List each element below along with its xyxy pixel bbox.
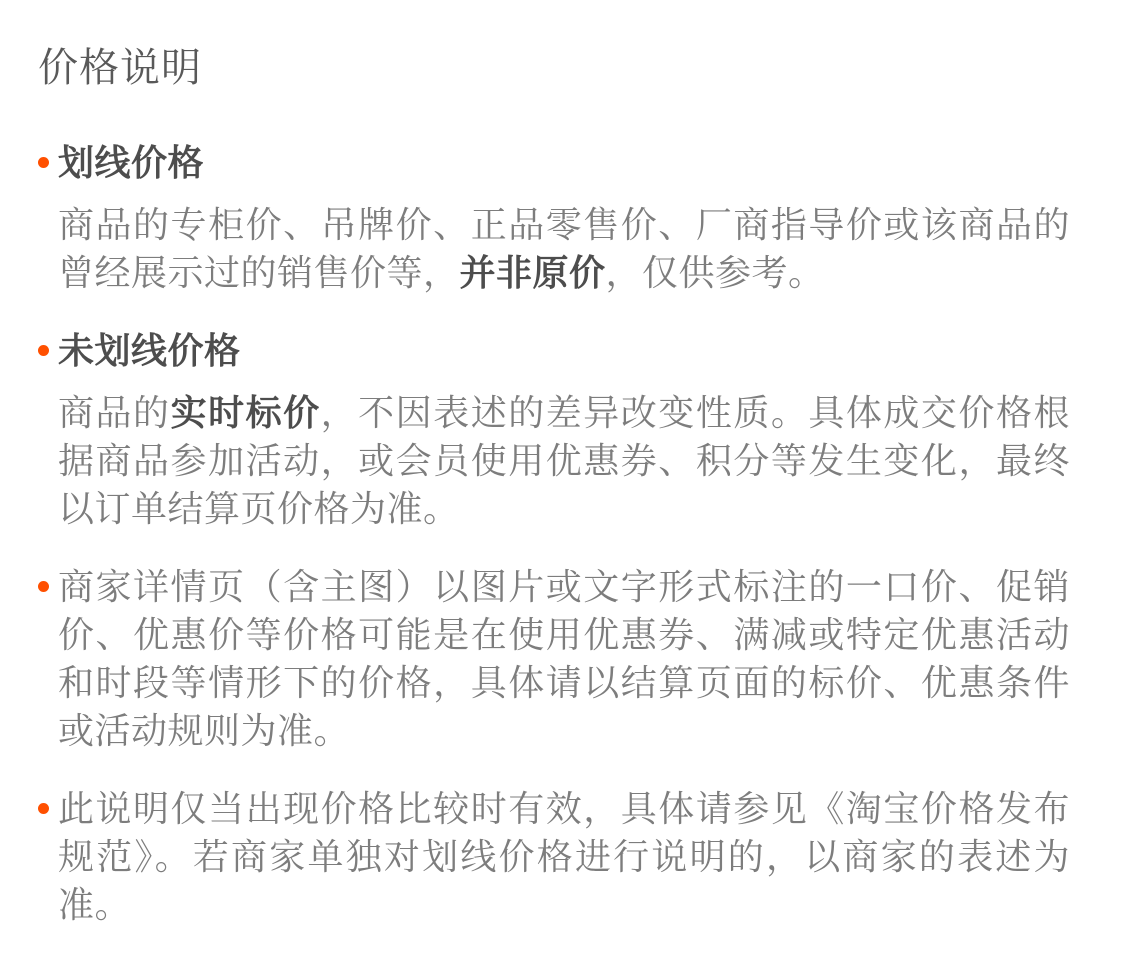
text-run: 商品的 [58,392,171,433]
section-heading: 未划线价格 [58,330,241,371]
bullet-dot-icon [38,345,49,356]
text-run: 商家详情页（含主图）以图片或文字形式标注的一口价、促销价、优惠价等价格可能是在使用优惠券、满减或特定优惠活动和时段等情形下的价格，具体请以结算页面的标价、优惠条件或活动规则为准。 [58,566,1070,751]
bullet-dot-icon [38,157,49,168]
bullet-dot-icon [38,803,49,814]
section-paragraph [58,563,1070,755]
text-run: 商品的专柜价、吊牌价、正品零售价、厂商指导价或该商品的曾经展示过的销售价等， [58,204,1070,293]
section-paragraph [58,785,1070,929]
page-title: 价格说明 [38,46,202,90]
section-strikethrough-price [38,139,1070,297]
bullet-dot-icon [38,581,49,592]
text-run: ，仅供参考。 [605,252,825,293]
text-run: 此说明仅当出现价格比较时有效，具体请参见《淘宝价格发布规范》。若商家单独对划线价格进行说明的，以商家的表述为准。 [58,788,1070,925]
emphasis-text-run: 并非原价 [459,252,606,293]
section-heading: 划线价格 [58,142,205,183]
section-applicability-note [38,785,1070,929]
section-paragraph [58,201,1070,297]
section-listed-price-note [38,563,1070,755]
section-unstruck-price [38,327,1070,533]
section-paragraph [58,389,1070,533]
emphasis-text-run: 实时标价 [170,392,321,433]
text-run: ，不因表述的差异改变性质。具体成交价格根据商品参加活动，或会员使用优惠券、积分等发生变化，最终以订单结算页价格为准。 [58,392,1070,529]
